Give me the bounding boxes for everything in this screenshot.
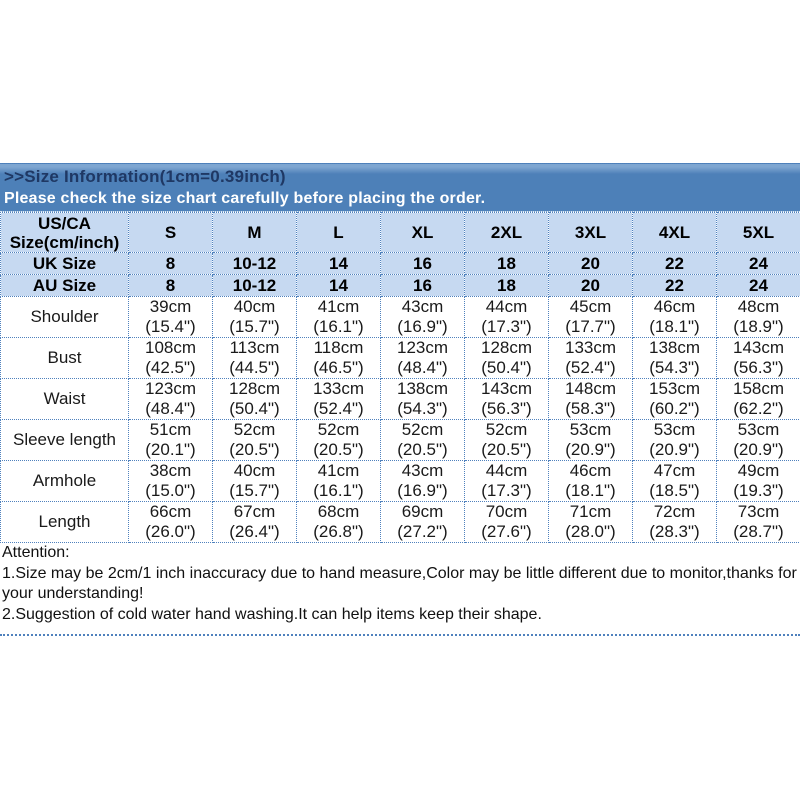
- value-cm: 69cm: [401, 502, 444, 521]
- value-inch: (27.6"): [481, 522, 532, 541]
- value-inch: (26.4"): [229, 522, 280, 541]
- value-cm: 46cm: [569, 461, 612, 480]
- value-inch: (18.1"): [565, 481, 616, 500]
- column-header-cell: L: [297, 213, 381, 253]
- value-cm: 143cm: [480, 379, 533, 398]
- table-row-size: [1, 275, 800, 297]
- size-value-cell: 14: [297, 275, 381, 297]
- measurement-row-label: Armhole: [1, 461, 129, 502]
- value-cm: 44cm: [485, 461, 528, 480]
- column-header-cell: S: [129, 213, 213, 253]
- value-inch: (15.7"): [229, 481, 280, 500]
- value-inch: (17.7"): [565, 317, 616, 336]
- table-row-measurement: [1, 420, 800, 461]
- column-header-cell: 2XL: [465, 213, 549, 253]
- table-row-measurement: [1, 461, 800, 502]
- value-cm: 38cm: [149, 461, 192, 480]
- measurement-value-cell: [549, 502, 633, 543]
- size-table-body: [1, 213, 800, 543]
- value-inch: (20.1"): [145, 440, 196, 459]
- value-inch: (52.4"): [313, 399, 364, 418]
- column-header-cell: XL: [381, 213, 465, 253]
- value-inch: (48.4"): [145, 399, 196, 418]
- measurement-value-cell: [129, 379, 213, 420]
- value-inch: (28.7"): [733, 522, 784, 541]
- value-cm: 133cm: [564, 338, 617, 357]
- measurement-value-cell: [129, 502, 213, 543]
- value-inch: (42.5"): [145, 358, 196, 377]
- measurement-value-cell: [549, 461, 633, 502]
- value-cm: 43cm: [401, 297, 444, 316]
- value-cm: 44cm: [485, 297, 528, 316]
- value-cm: 153cm: [648, 379, 701, 398]
- attention-note: 2.Suggestion of cold water hand washing.It can help items keep their shape.: [2, 606, 542, 623]
- value-inch: (60.2"): [649, 399, 700, 418]
- value-cm: 70cm: [485, 502, 528, 521]
- measurement-value-cell: [633, 379, 717, 420]
- measurement-value-cell: [381, 338, 465, 379]
- measurement-value-cell: [717, 461, 800, 502]
- table-row-columns: [1, 213, 800, 253]
- value-inch: (20.9"): [565, 440, 616, 459]
- value-cm: 41cm: [317, 297, 360, 316]
- value-inch: (17.3"): [481, 481, 532, 500]
- value-cm: 47cm: [653, 461, 696, 480]
- measurement-value-cell: [633, 461, 717, 502]
- measurement-value-cell: [717, 502, 800, 543]
- value-cm: 53cm: [569, 420, 612, 439]
- size-table: [0, 212, 800, 543]
- table-row-measurement: [1, 297, 800, 338]
- value-inch: (20.5"): [229, 440, 280, 459]
- value-inch: (15.0"): [145, 481, 196, 500]
- column-header-cell: 4XL: [633, 213, 717, 253]
- value-cm: 138cm: [648, 338, 701, 357]
- value-inch: (20.9"): [649, 440, 700, 459]
- value-cm: 52cm: [401, 420, 444, 439]
- measurement-value-cell: [717, 338, 800, 379]
- measurement-value-cell: [129, 338, 213, 379]
- value-cm: 128cm: [480, 338, 533, 357]
- size-value-cell: 16: [381, 253, 465, 275]
- value-cm: 40cm: [233, 461, 276, 480]
- measurement-value-cell: [549, 379, 633, 420]
- column-header-cell: 5XL: [717, 213, 800, 253]
- measurement-value-cell: [213, 338, 297, 379]
- measurement-row-label: Bust: [1, 338, 129, 379]
- value-cm: 45cm: [569, 297, 612, 316]
- value-inch: (19.3"): [733, 481, 784, 500]
- measurement-value-cell: [381, 297, 465, 338]
- measurement-value-cell: [549, 297, 633, 338]
- value-inch: (62.2"): [733, 399, 784, 418]
- measurement-value-cell: [213, 379, 297, 420]
- value-cm: 158cm: [732, 379, 785, 398]
- table-row-measurement: [1, 379, 800, 420]
- value-inch: (27.2"): [397, 522, 448, 541]
- measurement-value-cell: [297, 297, 381, 338]
- page-title: >>Size Information(1cm=0.39inch): [4, 167, 286, 186]
- measurement-value-cell: [297, 379, 381, 420]
- value-cm: 143cm: [732, 338, 785, 357]
- measurement-row-label: Length: [1, 502, 129, 543]
- value-inch: (20.9"): [733, 440, 784, 459]
- table-row-size: [1, 253, 800, 275]
- attention-note: 1.Size may be 2cm/1 inch inaccuracy due to hand measure,Color may be little different due to monitor,thanks for your understanding!: [2, 565, 797, 602]
- measurement-value-cell: [297, 420, 381, 461]
- value-inch: (54.3"): [649, 358, 700, 377]
- measurement-value-cell: [465, 338, 549, 379]
- value-cm: 72cm: [653, 502, 696, 521]
- table-row-measurement: [1, 502, 800, 543]
- attention-notes: [2, 564, 798, 625]
- value-inch: (56.3"): [733, 358, 784, 377]
- size-value-cell: 10-12: [213, 253, 297, 275]
- measurement-value-cell: [465, 461, 549, 502]
- measurement-value-cell: [465, 379, 549, 420]
- value-cm: 48cm: [737, 297, 780, 316]
- value-cm: 148cm: [564, 379, 617, 398]
- value-inch: (58.3"): [565, 399, 616, 418]
- value-inch: (17.3"): [481, 317, 532, 336]
- size-row-label: AU Size: [1, 275, 129, 297]
- value-cm: 46cm: [653, 297, 696, 316]
- value-cm: 133cm: [312, 379, 365, 398]
- measurement-row-label: Sleeve length: [1, 420, 129, 461]
- measurement-value-cell: [381, 502, 465, 543]
- header-subtitle: Please check the size chart carefully before placing the order.: [4, 190, 486, 207]
- size-value-cell: 22: [633, 275, 717, 297]
- value-cm: 49cm: [737, 461, 780, 480]
- value-cm: 123cm: [396, 338, 449, 357]
- measurement-value-cell: [213, 461, 297, 502]
- size-value-cell: 24: [717, 253, 800, 275]
- measurement-value-cell: [297, 502, 381, 543]
- table-row-measurement: [1, 338, 800, 379]
- value-inch: (56.3"): [481, 399, 532, 418]
- value-inch: (18.9"): [733, 317, 784, 336]
- column-header-cell: 3XL: [549, 213, 633, 253]
- measurement-value-cell: [381, 379, 465, 420]
- value-inch: (16.9"): [397, 481, 448, 500]
- size-value-cell: 10-12: [213, 275, 297, 297]
- value-cm: 66cm: [149, 502, 192, 521]
- value-cm: 52cm: [317, 420, 360, 439]
- size-value-cell: 14: [297, 253, 381, 275]
- value-cm: 53cm: [653, 420, 696, 439]
- measurement-value-cell: [465, 502, 549, 543]
- attention-heading: Attention:: [2, 544, 70, 561]
- value-cm: 108cm: [144, 338, 197, 357]
- measurement-value-cell: [549, 420, 633, 461]
- value-cm: 39cm: [149, 297, 192, 316]
- value-cm: 138cm: [396, 379, 449, 398]
- value-inch: (44.5"): [229, 358, 280, 377]
- measurement-value-cell: [549, 338, 633, 379]
- measurement-value-cell: [717, 297, 800, 338]
- corner-line-1: US/CA: [38, 213, 91, 233]
- value-inch: (48.4"): [397, 358, 448, 377]
- measurement-value-cell: [297, 461, 381, 502]
- value-cm: 123cm: [144, 379, 197, 398]
- value-cm: 118cm: [313, 338, 364, 357]
- measurement-value-cell: [381, 461, 465, 502]
- measurement-value-cell: [465, 420, 549, 461]
- value-inch: (16.1"): [313, 317, 364, 336]
- value-cm: 68cm: [317, 502, 360, 521]
- size-row-label: UK Size: [1, 253, 129, 275]
- size-value-cell: 18: [465, 275, 549, 297]
- value-cm: 52cm: [233, 420, 276, 439]
- measurement-value-cell: [213, 297, 297, 338]
- value-inch: (20.5"): [397, 440, 448, 459]
- measurement-row-label: Shoulder: [1, 297, 129, 338]
- value-cm: 43cm: [401, 461, 444, 480]
- measurement-value-cell: [129, 297, 213, 338]
- value-cm: 41cm: [317, 461, 360, 480]
- size-value-cell: 22: [633, 253, 717, 275]
- header-banner: [0, 163, 800, 212]
- measurement-value-cell: [717, 379, 800, 420]
- measurement-value-cell: [213, 420, 297, 461]
- value-inch: (20.5"): [313, 440, 364, 459]
- size-value-cell: 18: [465, 253, 549, 275]
- value-cm: 52cm: [485, 420, 528, 439]
- measurement-value-cell: [129, 420, 213, 461]
- value-inch: (16.9"): [397, 317, 448, 336]
- value-cm: 113cm: [229, 338, 280, 357]
- value-cm: 51cm: [149, 420, 192, 439]
- measurement-value-cell: [717, 420, 800, 461]
- value-inch: (16.1"): [313, 481, 364, 500]
- value-inch: (15.4"): [145, 317, 196, 336]
- size-value-cell: 8: [129, 275, 213, 297]
- value-cm: 128cm: [228, 379, 281, 398]
- measurement-value-cell: [633, 502, 717, 543]
- value-inch: (15.7"): [229, 317, 280, 336]
- attention-block: [2, 543, 798, 626]
- value-inch: (50.4"): [481, 358, 532, 377]
- value-inch: (46.5"): [313, 358, 364, 377]
- value-cm: 71cm: [569, 502, 612, 521]
- value-inch: (20.5"): [481, 440, 532, 459]
- measurement-value-cell: [213, 502, 297, 543]
- measurement-row-label: Waist: [1, 379, 129, 420]
- value-inch: (54.3"): [397, 399, 448, 418]
- measurement-value-cell: [633, 420, 717, 461]
- value-inch: (52.4"): [565, 358, 616, 377]
- measurement-value-cell: [381, 420, 465, 461]
- value-inch: (50.4"): [229, 399, 280, 418]
- measurement-value-cell: [633, 297, 717, 338]
- size-value-cell: 16: [381, 275, 465, 297]
- corner-header-cell: [1, 213, 129, 253]
- value-cm: 53cm: [737, 420, 780, 439]
- size-value-cell: 24: [717, 275, 800, 297]
- corner-line-2: Size(cm/inch): [9, 232, 120, 252]
- value-inch: (18.1"): [649, 317, 700, 336]
- size-value-cell: 20: [549, 275, 633, 297]
- value-inch: (26.8"): [313, 522, 364, 541]
- value-cm: 67cm: [233, 502, 276, 521]
- column-header-cell: M: [213, 213, 297, 253]
- value-inch: (18.5"): [649, 481, 700, 500]
- measurement-value-cell: [129, 461, 213, 502]
- value-inch: (28.3"): [649, 522, 700, 541]
- value-inch: (28.0"): [565, 522, 616, 541]
- measurement-value-cell: [633, 338, 717, 379]
- measurement-value-cell: [297, 338, 381, 379]
- value-cm: 40cm: [233, 297, 276, 316]
- value-cm: 73cm: [737, 502, 780, 521]
- bottom-separator-line: [0, 634, 800, 636]
- measurement-value-cell: [465, 297, 549, 338]
- size-value-cell: 8: [129, 253, 213, 275]
- value-inch: (26.0"): [145, 522, 196, 541]
- size-value-cell: 20: [549, 253, 633, 275]
